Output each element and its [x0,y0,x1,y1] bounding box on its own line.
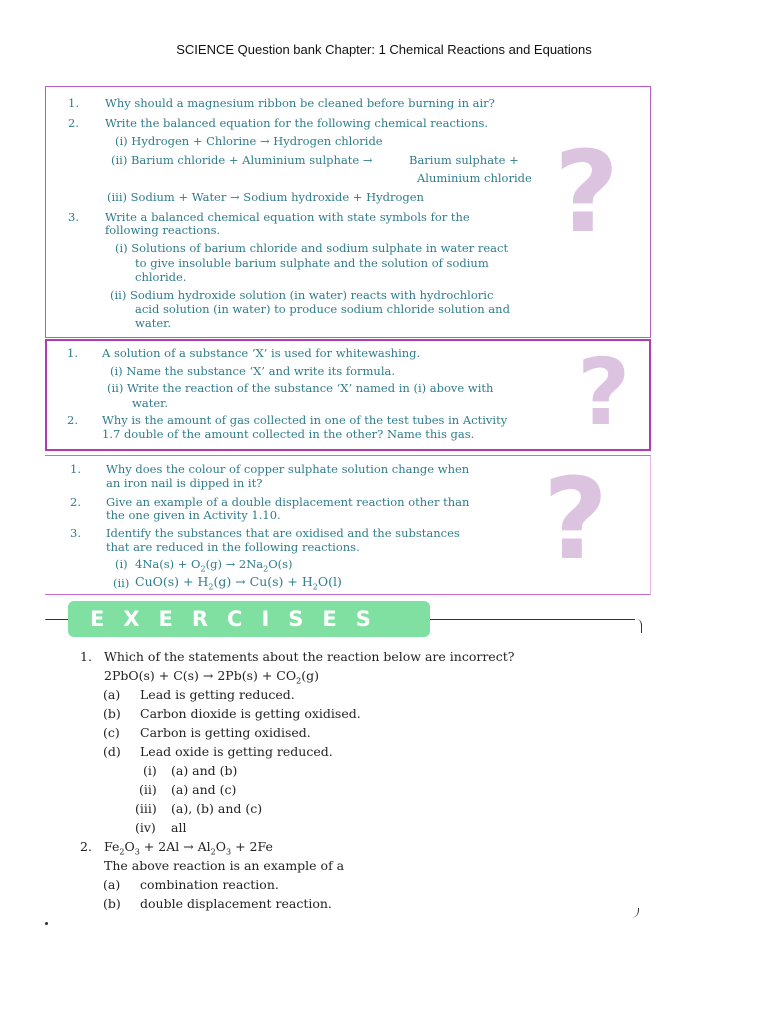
q-number: 2. [80,839,92,854]
sub-question: (ii) Write the reaction of the substance ‘X’ named in (i) above with [107,381,494,395]
sub-question: water. [135,316,172,330]
choice-label: (i) [143,763,157,778]
question-text: Write the balanced equation for the following chemical reactions. [105,116,489,130]
choice-text: (a) and (b) [171,763,238,778]
sub-question: acid solution (in water) to produce sodium chloride solution and [135,302,510,316]
sub-question: (ii) Sodium hydroxide solution (in water) reacts with hydrochloric [110,288,494,302]
choice-text: all [171,820,187,835]
sub-question-label: (ii) [113,576,130,590]
option-label: (c) [103,725,120,740]
sub-question: (iii) Sodium + Water → Sodium hydroxide + Hydrogen [107,190,424,204]
q-number: 2. [67,413,78,427]
divider-left [45,619,69,620]
question-text: Why does the colour of copper sulphate solution change when [106,462,470,476]
question-mark-icon: ? [543,455,608,585]
option-label: (a) [103,877,121,892]
q-number: 3. [68,210,79,224]
option-text: Lead oxide is getting reduced. [140,744,333,759]
exercises-banner: EXERCISES [68,601,430,637]
q-number: 1. [67,346,78,360]
corner-mark [630,908,639,918]
question-text: The above reaction is an example of a [104,858,345,873]
option-text: combination reaction. [140,877,279,892]
q-number: 1. [70,462,81,476]
question-text: 1.7 double of the amount collected in the other? Name this gas. [102,427,475,441]
choice-label: (iv) [135,820,156,835]
sub-question: chloride. [135,270,187,284]
sub-question: (i) Solutions of barium chloride and sodium sulphate in water react [115,241,509,255]
question-text: Why should a magnesium ribbon be cleaned before burning in air? [105,96,495,110]
choice-text: (a) and (c) [171,782,237,797]
option-label: (d) [103,744,121,759]
question-text: the one given in Activity 1.10. [106,508,281,522]
choice-label: (iii) [135,801,157,816]
chemical-equation: $4Na(s) + O_2(g) \to 2Na_2O(s)$ [135,557,293,574]
chemical-equation: $Fe_2O_3 + 2Al \to Al_2O_3 + 2Fe$ [104,839,273,857]
sub-question: (ii) Barium chloride + Aluminium sulphate → [111,153,373,167]
question-text: Which of the statements about the reaction below are incorrect? [104,649,515,664]
question-text: Give an example of a double displacement reaction other than [106,495,470,509]
q-number: 2. [68,116,79,130]
choice-label: (ii) [139,782,157,797]
question-mark-icon: ? [554,128,619,258]
sub-question: (i) Hydrogen + Chlorine → Hydrogen chloride [115,134,383,148]
page-title: SCIENCE Question bank Chapter: 1 Chemical Reactions and Equations [176,42,592,57]
sub-question: Barium sulphate + [409,153,519,167]
chemical-equation: $2PbO(s) + C(s) \to 2Pb(s) + CO_2(g)$ [104,668,319,686]
question-text: an iron nail is dipped in it? [106,476,263,490]
option-label: (a) [103,687,121,702]
option-label: (b) [103,896,121,911]
question-mark-icon: ? [577,339,631,446]
q-number: 3. [70,526,81,540]
option-text: Carbon is getting oxidised. [140,725,311,740]
q-number: 2. [70,495,81,509]
question-text: A solution of a substance ‘X’ is used for whitewashing. [102,346,421,360]
sub-question: to give insoluble barium sulphate and the solution of sodium [135,256,489,270]
option-text: Lead is getting reduced. [140,687,295,702]
chemical-equation: $CuO(s) + H_2(g) \to Cu(s) + H_2O(l)$ [135,574,342,592]
option-label: (b) [103,706,121,721]
sub-question: water. [132,396,169,410]
question-text: following reactions. [105,223,221,237]
q-number: 1. [80,649,92,664]
option-text: Carbon dioxide is getting oxidised. [140,706,361,721]
corner-mark [633,619,642,633]
sub-question-label: (i) [115,557,128,571]
corner-mark [45,922,48,925]
question-text: Why is the amount of gas collected in one of the test tubes in Activity [102,413,508,427]
question-text: Write a balanced chemical equation with state symbols for the [105,210,470,224]
sub-question: Aluminium chloride [417,171,532,185]
option-text: double displacement reaction. [140,896,332,911]
sub-question: (i) Name the substance ‘X’ and write its formula. [110,364,396,378]
question-text: that are reduced in the following reactions. [106,540,360,554]
q-number: 1. [68,96,79,110]
question-text: Identify the substances that are oxidised and the substances [106,526,460,540]
choice-text: (a), (b) and (c) [171,801,263,816]
divider-right [430,619,635,620]
